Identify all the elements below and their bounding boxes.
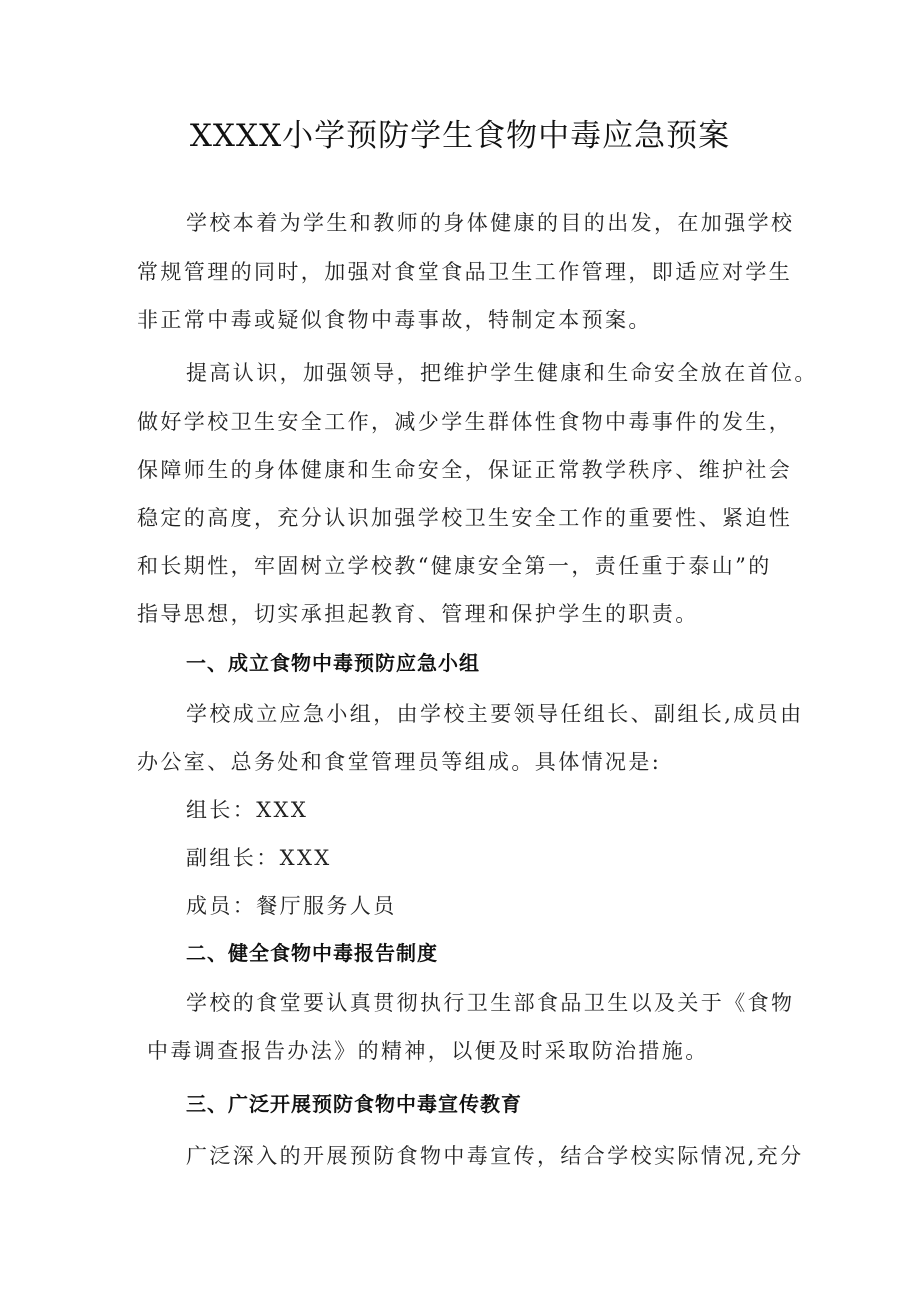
paragraph-line: 稳定的高度，充分认识加强学校卫生安全工作的重要性、紧迫性 — [137, 506, 793, 530]
paragraph-line: 常规管理的同时，加强对食堂食品卫生工作管理，即适应对学生 — [137, 260, 793, 284]
section-heading: 三、广泛开展预防食物中毒宣传教育 — [186, 1092, 522, 1116]
paragraph-line: 学校本着为学生和教师的身体健康的目的出发，在加强学校 — [186, 211, 795, 235]
document-title: XXXX小学预防学生食物中毒应急预案 — [189, 118, 731, 154]
paragraph-line: 提高认识，加强领导，把维护学生健康和生命安全放在首位。 — [186, 361, 818, 385]
paragraph-line: 指导思想，切实承担起教育、管理和保护学生的职责。 — [137, 602, 699, 626]
paragraph-line: 和长期性，牢固树立学校教“健康安全第一，责任重于泰山”的 — [137, 554, 772, 578]
paragraph-line: 中毒调查报告办法》的精神，以便及时采取防治措施。 — [147, 1039, 709, 1063]
paragraph-line: 学校的食堂要认真贯彻执行卫生部食品卫生以及关于《食物 — [186, 991, 795, 1015]
deputy-leader-line: 副组长：XXX — [186, 846, 332, 870]
members-line: 成员：餐厅服务人员 — [186, 894, 397, 918]
paragraph-line: 学校成立应急小组，由学校主要领导任组长、副组长,成员由 — [186, 702, 804, 726]
paragraph-line: 保障师生的身体健康和生命安全，保证正常教学秩序、维护社会 — [137, 458, 793, 482]
paragraph-line: 办公室、总务处和食堂管理员等组成。具体情况是: — [137, 750, 662, 774]
section-heading: 二、健全食物中毒报告制度 — [186, 941, 438, 965]
group-leader-line: 组长：XXX — [186, 798, 309, 822]
paragraph-line: 广泛深入的开展预防食物中毒宣传，结合学校实际情况,充分 — [186, 1144, 804, 1168]
paragraph-line: 做好学校卫生安全工作，减少学生群体性食物中毒事件的发生， — [137, 410, 793, 434]
section-heading: 一、成立食物中毒预防应急小组 — [186, 651, 480, 675]
paragraph-line: 非正常中毒或疑似食物中毒事故，特制定本预案。 — [137, 308, 652, 332]
